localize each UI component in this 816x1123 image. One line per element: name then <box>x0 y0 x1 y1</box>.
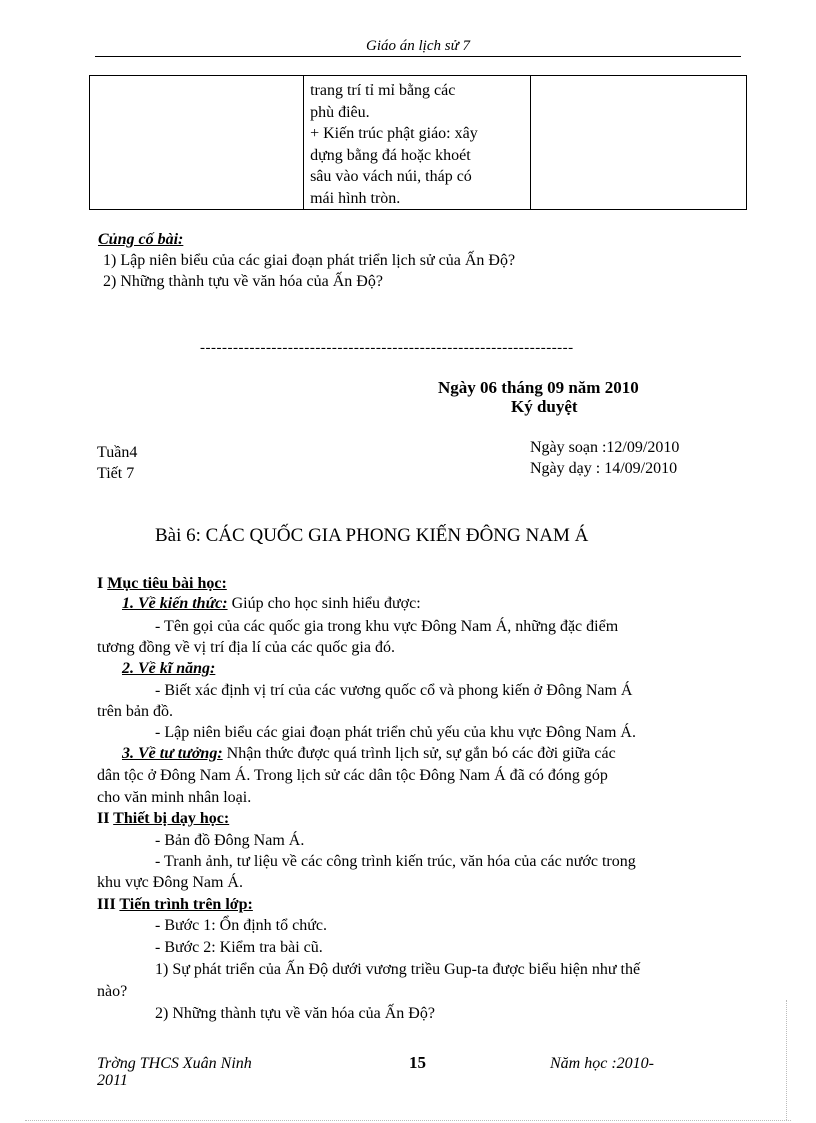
equipment-heading <box>97 809 229 829</box>
continued-table <box>89 75 747 210</box>
approval-date: Ngày 06 tháng 09 năm 2010 <box>438 378 639 397</box>
page-edge-bottom <box>25 1120 791 1121</box>
review-question-1: 1) Lập niên biểu của các giai đoạn phát triển lịch sử của Ấn Độ? <box>103 252 516 269</box>
page-edge-right <box>786 1000 787 1120</box>
section-title: Thiết bị dạy học: <box>113 810 230 827</box>
knowledge-text: Giúp cho học sinh hiểu được: <box>227 595 421 612</box>
review-question-2: 2) Những thành tựu về văn hóa của Ấn Độ? <box>103 273 383 290</box>
teach-date: Ngày dạy : 14/09/2010 <box>530 460 678 477</box>
skills-item-1-cont: trên bản đồ. <box>97 703 173 720</box>
knowledge-line <box>122 594 421 614</box>
equipment-item-2: - Tranh ảnh, tư liệu về các công trình kiến trúc, văn hóa của các nước trong <box>155 853 636 870</box>
knowledge-label: 1. Về kiến thức: <box>122 595 228 612</box>
attitude-line <box>122 744 616 764</box>
page-header-title: Giáo án lịch sử 7 <box>365 38 470 54</box>
prep-date: Ngày soạn :12/09/2010 <box>530 439 680 456</box>
equipment-item-2-cont: khu vực Đông Nam Á. <box>97 874 243 891</box>
attitude-cont-2: cho văn minh nhân loại. <box>97 789 252 806</box>
knowledge-item: - Tên gọi của các quốc gia trong khu vực Đông Nam Á, những đặc điểm <box>155 618 619 635</box>
week-label: Tuần4 <box>97 444 138 461</box>
footer-school-year-end: 2011 <box>97 1072 128 1089</box>
objectives-heading <box>97 574 227 594</box>
cell-line: dựng bằng đá hoặc khoét <box>310 146 471 164</box>
skills-item-1: - Biết xác định vị trí của các vương quốc cổ và phong kiến ở Đông Nam Á <box>155 682 633 699</box>
period-label: Tiết 7 <box>97 465 135 482</box>
equipment-item-1: - Bản đồ Đông Nam Á. <box>155 832 305 849</box>
process-step-1: - Bước 1: Ổn định tổ chức. <box>155 917 327 934</box>
approval-sign: Ký duyệt <box>511 397 578 416</box>
table-cell-middle <box>304 76 531 210</box>
cell-line: trang trí tỉ mỉ bằng các <box>310 82 456 99</box>
table-cell-right <box>530 76 746 210</box>
section-divider: -------------------------------------------------------------------- <box>200 340 574 356</box>
table-row <box>90 76 747 210</box>
cell-line: sâu vào vách núi, tháp có <box>310 168 472 185</box>
footer-school-year: Năm học :2010- <box>550 1055 654 1072</box>
process-question-1-cont: nào? <box>97 983 128 1000</box>
table-cell-left <box>90 76 304 210</box>
cell-line: phù điêu. <box>310 103 370 121</box>
skills-label: 2. Về kĩ năng: <box>122 660 216 677</box>
section-number: II <box>97 810 114 827</box>
lesson-title: Bài 6: CÁC QUỐC GIA PHONG KIẾN ĐÔNG NAM Á <box>155 525 589 546</box>
attitude-text: Nhận thức được quá trình lịch sử, sự gắn bó các đời giữa các <box>222 745 616 762</box>
knowledge-item-cont: tương đồng về vị trí địa lí của các quốc gia đó. <box>97 639 395 656</box>
page-number: 15 <box>409 1053 426 1072</box>
attitude-cont-1: dân tộc ở Đông Nam Á. Trong lịch sử các dân tộc Đông Nam Á đã có đóng góp <box>97 767 608 784</box>
process-heading <box>97 895 253 915</box>
section-title: Tiến trình trên lớp: <box>119 896 253 913</box>
header-rule <box>95 56 741 57</box>
cell-line: + Kiến trúc phật giáo: xây <box>310 125 478 142</box>
process-step-2: - Bước 2: Kiểm tra bài cũ. <box>155 939 323 956</box>
attitude-label: 3. Về tư tưởng: <box>122 745 223 762</box>
section-number: I <box>97 575 108 592</box>
process-question-2: 2) Những thành tựu về văn hóa của Ấn Độ? <box>155 1005 435 1022</box>
section-number: III <box>97 896 120 913</box>
process-question-1: 1) Sự phát triển của Ấn Độ dưới vương triều Gup-ta được biểu hiện như thế <box>155 961 641 978</box>
section-title: Mục tiêu bài học: <box>107 575 227 592</box>
review-heading: Củng cố bài: <box>98 231 184 248</box>
skills-item-2: - Lập niên biểu các giai đoạn phát triển chủ yếu của khu vực Đông Nam Á. <box>155 724 636 741</box>
cell-line: mái hình tròn. <box>310 189 401 207</box>
footer-school: Trờng THCS Xuân Ninh <box>97 1055 252 1072</box>
